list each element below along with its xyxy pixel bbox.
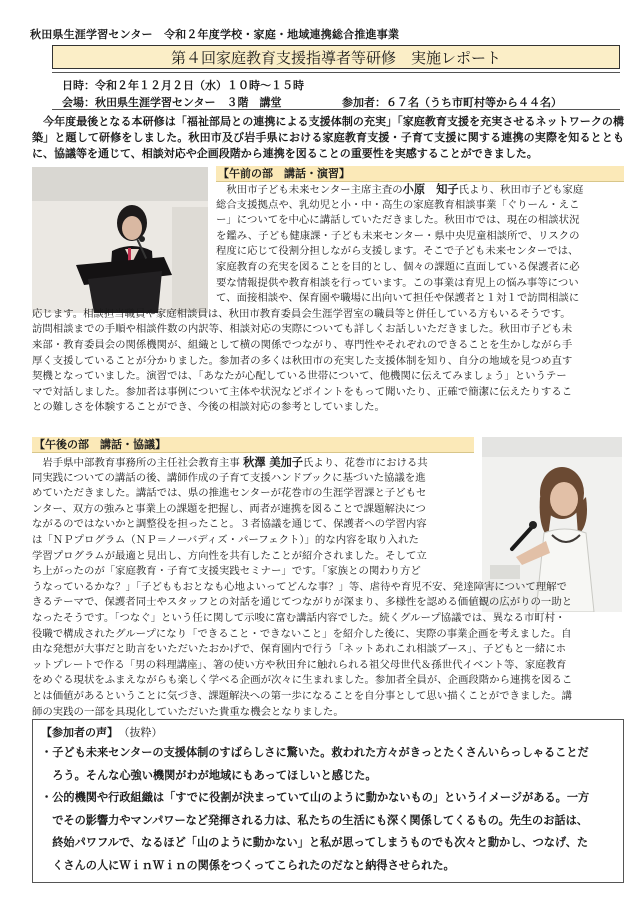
morning-line bbox=[216, 244, 624, 259]
morning-line bbox=[216, 229, 624, 244]
afternoon-line bbox=[32, 517, 474, 532]
line-text: 要な情報提供や教育相談を行っています。この事業は育児上の悩み事等につい bbox=[216, 276, 579, 289]
line-text: 秋田市子ども未来センター主席主査の bbox=[216, 184, 403, 196]
afternoon-line bbox=[32, 689, 624, 704]
event-date: 日時：令和２年１２月２日（水）１０時～１５時 bbox=[62, 79, 304, 92]
event-participants: 参加者：６７名（うち市町村等から４４名） bbox=[342, 96, 562, 109]
afternoon-line bbox=[32, 580, 624, 595]
line-text: 来部・教育委員会の関係機関が、組織として横の関係でつながり、専門性やそれぞれのできることを生かしながら手 bbox=[32, 339, 573, 351]
line-text: とは価値があるということに気づき、課題解決への第一歩になることを自分事として思い描くことができました。講 bbox=[32, 690, 572, 702]
afternoon-line bbox=[32, 533, 474, 548]
afternoon-line bbox=[32, 642, 624, 657]
afternoon-line bbox=[32, 673, 624, 688]
line-text: 役職で構成されたグループになり「できること・できないこと」を紹介した後に、実際の事業企画を考えました。自 bbox=[32, 627, 572, 640]
morning-line bbox=[32, 354, 624, 369]
morning-line bbox=[216, 213, 624, 228]
morning-line bbox=[32, 369, 624, 384]
line-text: 学習プログラムが最適と見出し、方向性を共有したことが紹介されました。そして立 bbox=[32, 549, 427, 562]
event-venue: 会場：秋田県生涯学習センター ３階 講堂 bbox=[62, 96, 282, 109]
morning-line bbox=[216, 291, 624, 306]
morning-line bbox=[216, 198, 624, 213]
line-text: ー」についてを中心に講話していただきました。秋田市では、現在の相談状況 bbox=[216, 214, 580, 227]
line-text: マで対話しました。参加者は事例について主体や状況などポイントをもって聞いたり、正確で簡潔に伝えたりするこ bbox=[32, 385, 573, 398]
morning-line bbox=[216, 260, 624, 275]
line-text: 契機となっていました。演習では、「あなたが心配している世帯について、他機関に伝えてみましょう」というテー bbox=[32, 370, 567, 383]
line-text: 同実践についての講話の後、講師作成の子育て支援ハンドブックに基づいた協議を進 bbox=[32, 471, 426, 484]
intro-paragraph: 今年度最後となる本研修は「福祉部局との連携による支援体制の充実」「家庭教育支援を充実させるネットワークの構築」と題して研修をしました。秋田市及び岩手県における家庭教育支援・子育て支援に関する連携の実際を知るとともに、協議等を通じて、相談対応や企画段階から連携を図ることの重要性を実感することができました。 bbox=[32, 115, 624, 160]
afternoon-line bbox=[32, 471, 474, 486]
speaker-name: 秋澤 美加子 bbox=[243, 456, 303, 469]
afternoon-line bbox=[32, 611, 624, 626]
afternoon-line bbox=[32, 486, 474, 501]
line-text: て、面接相談や、保育園や職場に出向いて担任や保護者と１対１で訪問相談に bbox=[216, 292, 580, 305]
afternoon-line bbox=[32, 658, 624, 673]
morning-line bbox=[32, 385, 624, 400]
line-text: を鑑み、子ども健康課・子ども未来センター・県中央児童相談所で、リスクの bbox=[216, 229, 580, 242]
afternoon-section-heading: 【午後の部 講話・協議】 bbox=[32, 437, 474, 453]
voice-item: ・公的機関や行政組織は「すでに役割が決まっていて山のように動かないもの」というイメージがある。一方 bbox=[41, 791, 590, 804]
line-text: 家庭教育の充実を図ることを目的とし、個々の課題に直面している保護者に必 bbox=[216, 261, 580, 273]
line-text: 厚く支援していることが分かりました。参加者の多くは秋田市の充実した支援体制を知り、自分の地域を見つめ直す bbox=[32, 354, 573, 367]
afternoon-line bbox=[32, 502, 474, 517]
voices-note: （抜粋） bbox=[124, 726, 163, 739]
line-text: 訪問相談までの手順や相談件数の内訳等、相談対応の実際についても詳しくお話しいただきました。秋田市子ども未 bbox=[32, 323, 573, 336]
voice-item: ・子ども未来センターの支援体制のすばらしさに驚いた。救われた方々がきっとたくさんいらっしゃることだ bbox=[41, 746, 589, 759]
morning-line bbox=[32, 338, 624, 353]
line-text: ットプレートで作る「男の料理講座」、箸の使い方や秋田弁に触れられる祖父母世代＆孫世代イベント等、家庭教育 bbox=[32, 658, 567, 671]
voice-item: でその影響力やマンパワーなど発揮される力は、私たちの生活にも深く関係してくるもの。先生のお話は、 bbox=[41, 813, 588, 827]
voices-heading: 【参加者の声】 bbox=[41, 726, 118, 739]
afternoon-line bbox=[32, 564, 474, 579]
morning-speaker-photo bbox=[32, 167, 208, 313]
voice-item: ろう。そんな心強い機関がわが地域にもあってほしいと感じた。 bbox=[41, 768, 377, 782]
line-text: なったそうです。「つなぐ」という任に関して示唆に富む講話内容でした。続くグループ協議では、異なる市町村・ bbox=[32, 612, 566, 624]
morning-line bbox=[32, 400, 624, 415]
organization-line: 秋田県生涯学習センター 令和２年度学校・家庭・地域連携総合推進事業 bbox=[30, 28, 400, 41]
line-text: ンター、双方の強みと事業上の課題を把握し、両者が連携を図ることで課題解決につ bbox=[32, 502, 426, 515]
morning-section-heading: 【午前の部 講話・演習】 bbox=[216, 166, 624, 182]
participant-voices-box bbox=[32, 719, 624, 883]
line-text: をめぐる現状をふまえながらも楽しく学べる企画が次々に生まれました。参加者全員が、企画段階から連携を図るこ bbox=[32, 674, 573, 687]
voices-title bbox=[41, 724, 163, 740]
line-text: 総合支援拠点や、乳幼児と小・中・高生の家庭教育相談事業「ぐりーん・えこ bbox=[216, 198, 580, 211]
afternoon-line bbox=[32, 595, 624, 610]
line-text: ち上がったのが「家庭教育・子育て支援実践セミナー」です。「家族との関わり方ど bbox=[32, 565, 421, 578]
line-text: 岩手県中部教育事務所の主任社会教育主事 bbox=[32, 457, 244, 469]
event-info bbox=[52, 72, 620, 110]
speaker-illustration-1 bbox=[32, 167, 208, 313]
line-text: うなっているかな？」「子どももおとなも心地よいってどんな事？」等、虐待や育児不安、発達障害について理解で bbox=[32, 580, 567, 593]
line-text: 氏より、秋田市子ども家庭 bbox=[458, 184, 584, 196]
line-text: 師の実践の一部を具現化していただいた貴重な機会となりました。 bbox=[32, 705, 344, 718]
line-text: 応じます。相談担当職員や家庭相談員は、秋田市教育委員会生涯学習室の職員等と併任している方もいるそうです。 bbox=[32, 307, 571, 320]
voice-item: くさんの人にＷｉｎＷｉｎの関係をつくってこられたのだなと納得させられた。 bbox=[41, 858, 455, 872]
line-text: ながるのではないかと調整役を担ったこと。３者協議を通じて、保護者への学習内容 bbox=[32, 518, 427, 531]
morning-line bbox=[216, 276, 624, 291]
speaker-name: 小原 知子 bbox=[402, 183, 459, 196]
line-text: 由な発想が大事だと助言をいただいたおかげで、保育園内で行う「ネットあれこれ相談ブース」、子どもと一緒にホ bbox=[32, 643, 567, 656]
afternoon-line bbox=[32, 549, 474, 564]
morning-line bbox=[32, 307, 624, 322]
afternoon-line bbox=[32, 705, 624, 720]
afternoon-line bbox=[32, 455, 474, 470]
line-text: との難しさを体験することができ、今後の相談対応の参考としていました。 bbox=[32, 401, 385, 414]
voice-item: 終始パワフルで、なるほど「山のように動かない」と私が思ってしまうものでも次々と動かし、つなげ、た bbox=[41, 836, 589, 849]
morning-line bbox=[216, 182, 624, 197]
line-text: めていただきました。講話では、県の推進センターが花巻市の生涯学習課と子どもセ bbox=[32, 487, 427, 500]
morning-line bbox=[32, 322, 624, 337]
line-text: 氏より、花巻市における共 bbox=[302, 457, 428, 469]
line-text: は「ＮＰプログラム（ＮＰ＝ノーバディズ・パーフェクト）」的な内容を取り入れた bbox=[32, 534, 419, 546]
line-text: きるテーマで、保護者同士やスタッフとの対話を通じてつながりが深まり、多様性を認める価値観の広がりの一助と bbox=[32, 596, 573, 609]
report-title: 第４回家庭教育支援指導者等研修 実施レポート bbox=[52, 45, 620, 69]
line-text: 程度に応じて役割分担しながら支援します。そこで子ども未来センターでは、 bbox=[216, 245, 579, 258]
afternoon-line bbox=[32, 627, 624, 642]
